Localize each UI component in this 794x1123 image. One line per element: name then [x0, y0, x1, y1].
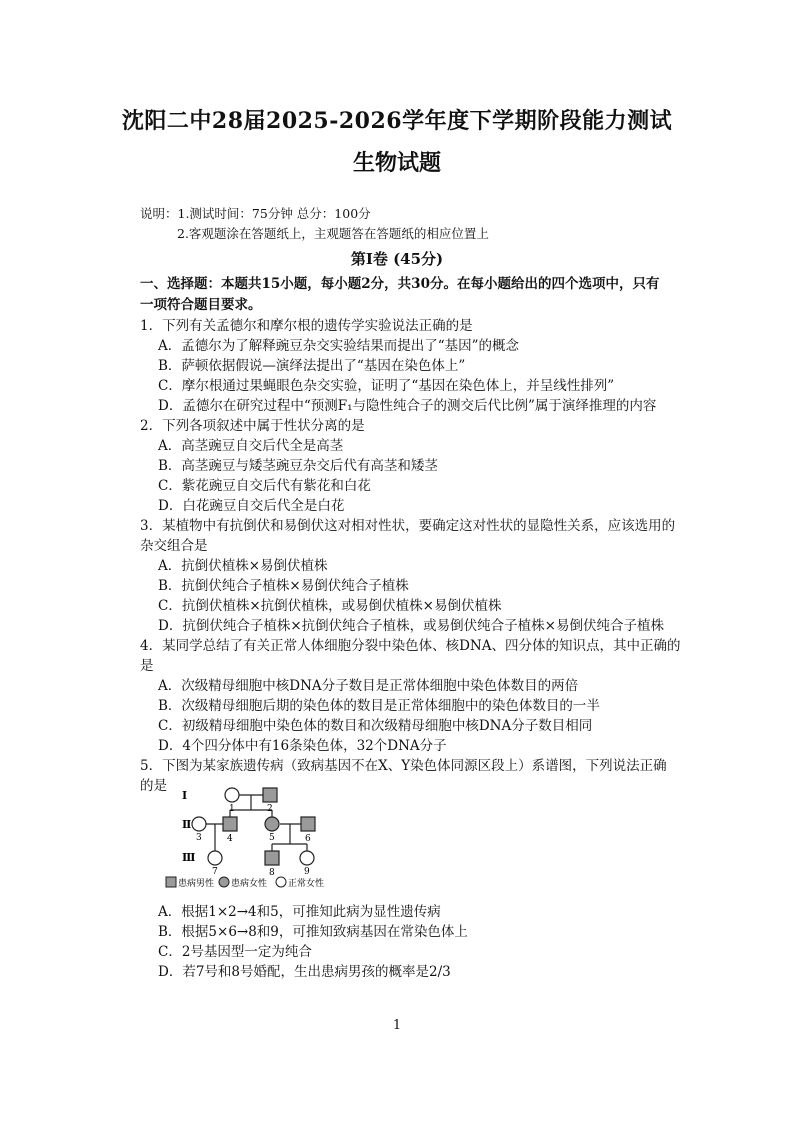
pedigree-number-5: 5: [269, 833, 275, 843]
question-4-stem-2: 是: [140, 658, 154, 674]
exam-subject: 生物试题: [352, 150, 441, 176]
legend-normal-female-label: 正常女性: [288, 879, 325, 889]
question-4-option-c: C．初级精母细胞中染色体的数目和次级精母细胞中核DNA分子数目相同: [158, 718, 593, 734]
page-number: 1: [392, 1018, 402, 1033]
question-3-option-d: D．抗倒伏纯合子植株×抗倒伏纯合子植株，或易倒伏纯合子植株×易倒伏纯合子植株: [158, 618, 664, 634]
pedigree-number-1: 1: [229, 804, 235, 814]
section-intro-1: 一、选择题：本题共15小题，每小题2分，共30分。在每小题给出的四个选项中，只有: [140, 276, 660, 292]
generation-label-2: Ⅱ: [182, 818, 192, 831]
question-3-option-b: B．抗倒伏纯合子植株×易倒伏纯合子植株: [158, 578, 409, 594]
question-1-option-a: A．孟德尔为了解释豌豆杂交实验结果而提出了“基因”的概念: [158, 338, 520, 354]
question-5-stem-1: 5．下图为某家族遗传病（致病基因不在X、Y染色体同源区段上）系谱图，下列说法正确: [140, 758, 667, 774]
pedigree-number-4: 4: [227, 834, 233, 844]
question-3-option-c: C．抗倒伏植株×抗倒伏植株，或易倒伏植株×易倒伏植株: [158, 598, 502, 614]
pedigree-chart: [160, 780, 400, 895]
legend-affected-female-label: 患病女性: [231, 879, 268, 889]
question-3-stem-2: 杂交组合是: [140, 538, 208, 554]
generation-label-1: Ⅰ: [182, 789, 188, 802]
question-3-option-a: A．抗倒伏植株×易倒伏植株: [158, 558, 328, 574]
question-2-option-a: A．高茎豌豆自交后代全是高茎: [158, 438, 344, 454]
question-5-option-b: B．根据5×6→8和9，可推知致病基因在常染色体上: [158, 924, 468, 940]
pedigree-number-6: 6: [305, 834, 311, 844]
section-intro-2: 一项符合题目要求。: [140, 297, 262, 313]
pedigree-individual-2: [263, 788, 277, 802]
pedigree-number-9: 9: [304, 867, 310, 877]
pedigree-individual-8: [265, 851, 279, 865]
instruction-line-2: 2.客观题涂在答题纸上，主观题答在答题纸的相应位置上: [177, 226, 489, 241]
instruction-line-1: 说明：1.测试时间：75分钟 总分：100分: [140, 206, 371, 221]
section-title: 第Ⅰ卷 (45分): [350, 250, 444, 268]
question-1-option-c: C．摩尔根通过果蝇眼色杂交实验，证明了“基因在染色体上，并呈线性排列”: [158, 378, 615, 394]
question-1-option-d: D．孟德尔在研究过程中“预测F₁与隐性纯合子的测交后代比例”属于演绎推理的内容: [158, 398, 657, 414]
pedigree-individual-7: [208, 851, 222, 865]
question-5-option-a: A．根据1×2→4和5，可推知此病为显性遗传病: [158, 904, 441, 920]
question-4-option-a: A．次级精母细胞中核DNA分子数目是正常体细胞中染色体数目的两倍: [158, 678, 579, 694]
question-4-option-d: D．4个四分体中有16条染色体，32个DNA分子: [158, 738, 447, 754]
legend-affected-male-label: 患病男性: [178, 879, 215, 889]
pedigree-number-3: 3: [196, 833, 202, 843]
legend-affected-female-icon: [219, 877, 229, 887]
generation-label-3: Ⅲ: [182, 851, 196, 864]
question-5-stem-2: 的是: [140, 778, 167, 794]
pedigree-individual-5: [265, 817, 279, 831]
pedigree-individual-9: [300, 851, 314, 865]
legend-normal-female-icon: [276, 877, 286, 887]
pedigree-individual-1: [225, 788, 239, 802]
question-2-option-b: B．高茎豌豆与矮茎豌豆杂交后代有高茎和矮茎: [158, 458, 438, 474]
question-2-option-c: C．紫花豌豆自交后代有紫花和白花: [158, 478, 371, 494]
question-3-stem-1: 3．某植物中有抗倒伏和易倒伏这对相对性状，要确定这对性状的显隐性关系，应该选用的: [140, 518, 676, 534]
question-2-option-d: D．白花豌豆自交后代全是白花: [158, 498, 345, 514]
question-5-option-c: C．2号基因型一定为纯合: [158, 944, 312, 960]
exam-title: 沈阳二中28届2025-2026学年度下学期阶段能力测试: [121, 108, 673, 134]
question-4-option-b: B．次级精母细胞后期的染色体的数目是正常体细胞中的染色体数目的一半: [158, 698, 600, 714]
pedigree-number-2: 2: [267, 804, 273, 814]
legend-affected-male-icon: [166, 877, 176, 887]
pedigree-number-8: 8: [269, 868, 275, 878]
pedigree-number-7: 7: [212, 867, 218, 877]
pedigree-individual-4: [223, 817, 237, 831]
question-5-option-d: D．若7号和8号婚配，生出患病男孩的概率是2/3: [158, 964, 451, 980]
question-1-option-b: B．萨顿依据假说—演绎法提出了“基因在染色体上”: [158, 358, 466, 374]
question-4-stem-1: 4．某同学总结了有关正常人体细胞分裂中染色体、核DNA、四分体的知识点，其中正确的: [140, 638, 681, 654]
question-2-stem: 2．下列各项叙述中属于性状分离的是: [140, 418, 365, 434]
pedigree-individual-6: [301, 817, 315, 831]
question-1-stem: 1．下列有关孟德尔和摩尔根的遗传学实验说法正确的是: [140, 318, 473, 334]
pedigree-individual-3: [192, 817, 206, 831]
